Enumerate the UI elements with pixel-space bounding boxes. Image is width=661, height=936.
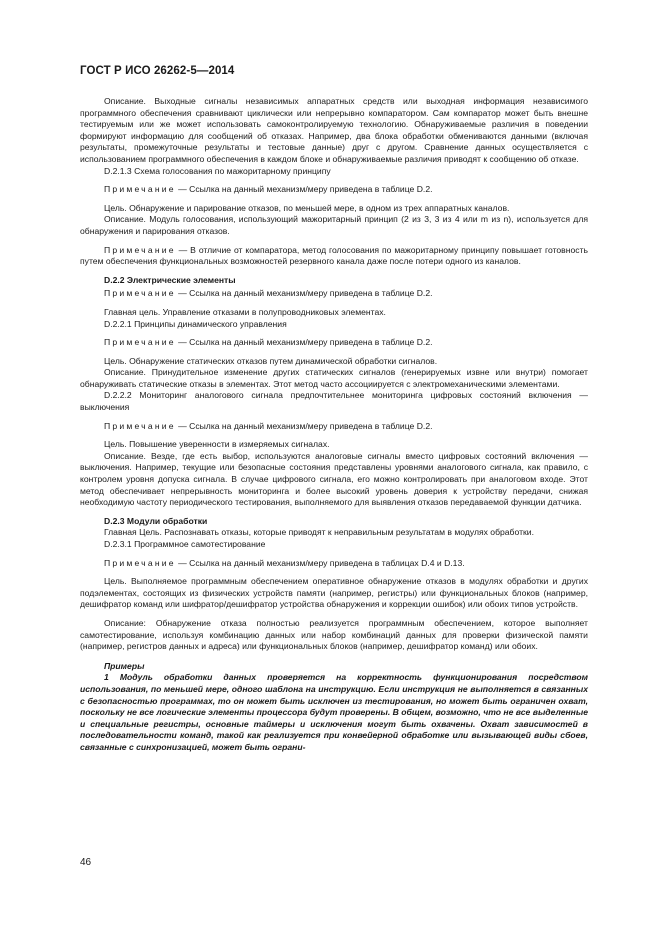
paragraph-dynamic-goal: Цель. Обнаружение статических отказов путем динамической обработки сигналов. <box>104 355 438 366</box>
subsection-d2-2-1-title: D.2.2.1 Принципы динамического управления <box>104 318 287 329</box>
note-d2-2-2 <box>80 421 588 433</box>
document-body <box>80 96 588 754</box>
note-label: Примечание <box>104 557 176 568</box>
document-header: ГОСТ Р ИСО 26262-5—2014 <box>80 65 235 77</box>
note-label: Примечание <box>104 337 176 348</box>
example-1-text: 1 Модуль обработки данных проверяется на корректность функционирования посредством использования, по меньшей мере, одного шаблона на инструкцию. Если инструкция не выполняется в связанных с безопасностью программах, то он может быть исключен из тестирования, но может быть ограничен охват, поскольку не все логические элементы процессора будут проверены. В общем, возможно, что не все выделенные и специальные регистры, основные таймеры и исключения могут быть охвачены. Охват зависимостей в последовательности команд, такой как реализуется при конвейерной обработке или вызывающей виды сбоев, связанные с синхронизацией, может быть ограни- <box>80 672 588 752</box>
note-text: — Ссылка на данный механизм/меру приведена в таблице D.2. <box>178 420 433 431</box>
note-label: Примечание <box>104 288 176 299</box>
note-d2-1-3 <box>80 184 588 196</box>
note-text: — Ссылка на данный механизм/меру приведена в таблице D.2. <box>178 184 433 195</box>
note-text: — Ссылка на данный механизм/меру приведена в таблице D.2. <box>178 288 433 299</box>
paragraph-main-goal-semiconductor: Главная цель. Управление отказами в полупроводниковых элементах. <box>104 306 386 317</box>
examples-title: Примеры <box>104 660 145 671</box>
page-number: 46 <box>80 857 92 868</box>
paragraph-voting-goal: Цель. Обнаружение и парирование отказов, по меньшей мере, в одном из трех аппаратных каналов. <box>104 202 510 213</box>
subsection-d2-1-3-title: D.2.1.3 Схема голосования по мажоритарному принципу <box>104 165 331 176</box>
subsection-d2-2-2-title: D.2.2.2 Мониторинг аналогового сигнала предпочтительнее мониторинга цифровых состояний включения — выключения <box>80 390 588 413</box>
paragraph-selftest-goal: Цель. Выполняемое программным обеспечением оперативное обнаружение отказов в модулях обработки и других подэлементах, состоящих из физических устройств памяти (например, регистры) или функциональных блоков (например, дешифратор команд или шифратор/дешифратор устройства обнаружения и коррекции ошибок) или обоих типов устройств. <box>80 576 588 610</box>
note-label: Примечание <box>104 420 176 431</box>
section-d2-3-title: D.2.3 Модули обработки <box>104 515 208 526</box>
note-text: — Ссылка на данный механизм/меру приведена в таблицах D.4 и D.13. <box>178 557 465 568</box>
note-voting <box>80 245 588 268</box>
note-label: Примечание <box>104 184 176 195</box>
section-d2-2-title: D.2.2 Электрические элементы <box>104 274 236 285</box>
subsection-d2-3-1-title: D.2.3.1 Программное самотестирование <box>104 539 266 549</box>
paragraph-selftest-description: Описание: Обнаружение отказа полностью реализуется программным обеспечением, которое выполняет самотестирование, используя комбинацию данных или набор комбинаций данных для проверки физической памяти (например, регистров данных и адреса) или функциональных блоков (например, дешифратор команд) или обоих. <box>80 617 588 652</box>
note-text: — Ссылка на данный механизм/меру приведена в таблице D.2. <box>178 337 433 348</box>
paragraph-analog-description: Описание. Везде, где есть выбор, используются аналоговые сигналы вместо цифровых состояний включения — выключения. Например, текущие или безопасные состояния представлены уровнями аналогового сигнала, как правило, с контролем уровня допуска сигнала. В случае цифрового сигнала, его можно контролировать при аналоговом входе. Этот метод обеспечивает непрерывность мониторинга и более высокий уровень доверия к устройству передачи, снижая необходимую частоту периодического тестирования, выполняемого для выявления отказов передаваемой функции датчика. <box>80 450 588 508</box>
paragraph-processing-main-goal: Главная Цель. Распознавать отказы, которые приводят к неправильным результатам в модулях обработки. <box>104 527 534 538</box>
paragraph-voting-description: Описание. Модуль голосования, использующий мажоритарный принцип (2 из 3, 3 из 4 или m из n), используется для обнаружения и парирования отказов. <box>80 214 588 236</box>
note-d2-3-1 <box>80 558 588 570</box>
examples-block <box>80 661 588 754</box>
note-d2-2-1 <box>80 337 588 349</box>
paragraph-dynamic-description: Описание. Принудительное изменение других статических сигналов (генерируемых извне или внутри) помогает обнаруживать статические отказы в элементах. Этот метод часто ассоциируется с электромеханическими элементами. <box>80 367 588 389</box>
note-text: — В отличие от компаратора, метод голосования по мажоритарному принципу повышает готовность путем обеспечения функциональных возможностей резервного канала даже после потери одного из каналов. <box>80 244 588 267</box>
paragraph-comparator-description: Описание. Выходные сигналы независимых аппаратных средств или выходная информация независимого программного обеспечения сравнивают циклически или непрерывно компаратором. Сам компаратор может быть внешне тестируемым или же может использовать самоконтролируемую технологию. Обнаруживаемые различия в поведении формируют информацию для сообщений об отказах. Например, два блока обработки обмениваются данными (включая результаты, промежуточные результаты и тестовые данные) друг с другом. Сравнение данных осуществляется с использованием программного обеспечения в каждом блоке и обнаруживаемые различия приводят к сообщению об отказе. <box>80 96 588 164</box>
note-label: Примечание <box>104 244 176 255</box>
note-d2-2 <box>80 288 588 300</box>
paragraph-analog-goal: Цель. Повышение уверенности в измеряемых сигналах. <box>104 439 330 450</box>
